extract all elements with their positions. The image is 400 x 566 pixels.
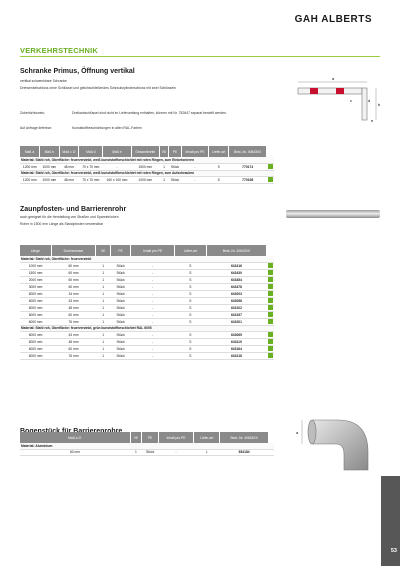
- col-header: VE: [96, 245, 111, 256]
- table-row: 6000 mm 43 mm 1 Stück - S 643065: [20, 331, 274, 338]
- material-row: Material: Stahl roh, Oberfläche: feuerverzinkt, weiß kunststoffbeschichtet mit roten Ringen, zum Einbetonieren: [20, 157, 274, 163]
- material-row: Material: Stahl roh, Oberfläche: feuerverzinkt, grün kunststoffbeschichtet RAL 6005: [20, 325, 274, 331]
- page-number: 53: [390, 548, 397, 554]
- order-check-icon[interactable]: [268, 319, 273, 324]
- section-title: VERKEHRSTECHNIK: [20, 46, 99, 55]
- table-row: 3000 mm 60 mm 1 Stück - S 643478: [20, 283, 274, 290]
- col-header: Liefer-art: [174, 245, 206, 256]
- table-row: 1000 mm 60 mm 1 Stück - S 643416: [20, 262, 274, 269]
- col-header: Maß c ∅: [59, 146, 79, 157]
- table-row: 1500 mm 60 mm 1 Stück - S 643430: [20, 269, 274, 276]
- order-check-icon[interactable]: [268, 164, 273, 169]
- accessory-value: Dreikantschlüssel sind nicht im Lieferumfang enthalten, können mit Nr. 782647 separat bestellt werden.: [72, 111, 227, 115]
- pipe-table: [20, 245, 274, 360]
- col-header: Durchmesser: [51, 245, 96, 256]
- dim-e: e: [371, 118, 374, 123]
- table-row: 6000 mm 60 mm 1 Stück - S 643157: [20, 311, 274, 318]
- order-check-icon[interactable]: [268, 177, 273, 182]
- barrier-desc-1: vertikal schwenkbare Schranke: [20, 79, 67, 83]
- col-header: VE: [130, 432, 142, 443]
- table-row: 60 mm 1 Stück - L 654184: [20, 449, 274, 455]
- col-header: PE: [142, 432, 158, 443]
- col-header: VE: [159, 146, 168, 157]
- dim-a: a: [296, 430, 299, 435]
- dim-a: a: [332, 76, 335, 81]
- dim-b: b: [378, 102, 381, 107]
- on-request-value: Kunststoffbeschichtungen in allen RAL-Farben: [72, 126, 142, 130]
- material-row: Material: Aluminium: [20, 443, 274, 449]
- col-header: Gesamtbreite: [131, 146, 159, 157]
- table-row: 6000 mm 48 mm 1 Stück - S 643102: [20, 304, 274, 311]
- order-check-icon[interactable]: [268, 332, 273, 337]
- table-row: 6000 mm 43 mm 1 Stück - S 643058: [20, 297, 274, 304]
- elbow-shape: [312, 420, 368, 470]
- col-header: PE: [110, 245, 130, 256]
- on-request-label: Auf Anfrage lieferbar:: [20, 126, 52, 130]
- order-check-icon[interactable]: [268, 263, 273, 268]
- table-row: 6000 mm 48 mm 1 Stück - S 643119: [20, 338, 274, 345]
- order-check-icon[interactable]: [268, 346, 273, 351]
- col-header: Maß b: [40, 146, 60, 157]
- barrier-desc-2: Drehsenkelschloss ohne Schlüssel und gleichschließendes Schraubzylinderschloss mit zwei Schlüsseln: [20, 86, 176, 90]
- table-row: 6000 mm 60 mm 1 Stück - S 643164: [20, 345, 274, 352]
- pipe-title: Zaunpfosten- und Barrierenrohr: [20, 206, 127, 213]
- barrier-arm: [298, 88, 362, 94]
- barrier-title: Schranke Primus, Öffnung vertikal: [20, 68, 135, 75]
- order-check-icon[interactable]: [268, 298, 273, 303]
- material-row: Material: Stahl roh, Oberfläche: feuerverzinkt: [20, 256, 274, 262]
- barrier-diagram: [292, 74, 382, 124]
- col-header: Maß a: [20, 146, 40, 157]
- order-check-icon[interactable]: [268, 291, 273, 296]
- col-header: Maß a ∅: [20, 432, 130, 443]
- col-header: Best.-Nr. 40643XX: [206, 245, 266, 256]
- red-ring: [310, 88, 318, 94]
- col-header: PE: [169, 146, 182, 157]
- table-row: 1200 mm 1000 mm 48 mm 70 x 70 mm 160 x 100 mm 1000 mm 1 Stück - S 770198: [20, 176, 274, 183]
- col-header: Best.-Nr. 40643XX: [220, 432, 269, 443]
- order-check-icon[interactable]: [268, 312, 273, 317]
- pipe-desc-1: auch geeignet für die Herstellung von Straßen und Spannbrücken: [20, 215, 119, 219]
- table-row: 1200 mm 1000 mm 48 mm 70 x 70 mm - 1500 mm 1 Stück - S 770174: [20, 163, 274, 170]
- barrier-table: [20, 146, 274, 184]
- material-row: Material: Stahl roh, Oberfläche: feuerverzinkt, weiß kunststoffbeschichtet mit roten Ringen, zum Aufschrauben: [20, 170, 274, 176]
- elbow-table-main: [20, 432, 274, 456]
- order-check-icon[interactable]: [268, 353, 273, 358]
- dim-c: c: [350, 98, 352, 103]
- order-check-icon[interactable]: [268, 270, 273, 275]
- brand-logo: GAH ALBERTS: [294, 14, 372, 25]
- col-header: Inhalt pro PE: [158, 432, 193, 443]
- table-row: 6000 mm 76 mm 1 Stück - S 643201: [20, 318, 274, 325]
- order-check-icon[interactable]: [268, 277, 273, 282]
- table-row: 6000 mm 76 mm 1 Stück - S 643218: [20, 352, 274, 359]
- col-header: Maß d: [79, 146, 103, 157]
- red-ring: [336, 88, 344, 94]
- col-header: Inhalt pro PE: [181, 146, 208, 157]
- pipe-image: [286, 210, 380, 218]
- divider: [20, 56, 380, 57]
- dim-d: d: [368, 98, 371, 103]
- order-check-icon[interactable]: [268, 284, 273, 289]
- col-header: Best.-Nr. 40643XX: [229, 146, 267, 157]
- barrier-post: [362, 88, 367, 120]
- elbow-image: [292, 412, 382, 474]
- col-header: Liefer-art: [194, 432, 220, 443]
- accessory-label: Zubehörhinweis:: [20, 111, 45, 115]
- order-check-icon[interactable]: [268, 305, 273, 310]
- col-header: Liefer-art: [209, 146, 229, 157]
- col-header: Inhalt pro PE: [131, 245, 175, 256]
- col-header: Maß e: [103, 146, 131, 157]
- table-row: 6000 mm 34 mm 1 Stück - S 643003: [20, 290, 274, 297]
- col-header: Länge: [20, 245, 51, 256]
- order-check-icon[interactable]: [268, 339, 273, 344]
- pipe-desc-2: Rohre in 1500 mm Länge als Standpfosten verwendbar: [20, 222, 104, 226]
- table-row: 2000 mm 60 mm 1 Stück - S 643454: [20, 276, 274, 283]
